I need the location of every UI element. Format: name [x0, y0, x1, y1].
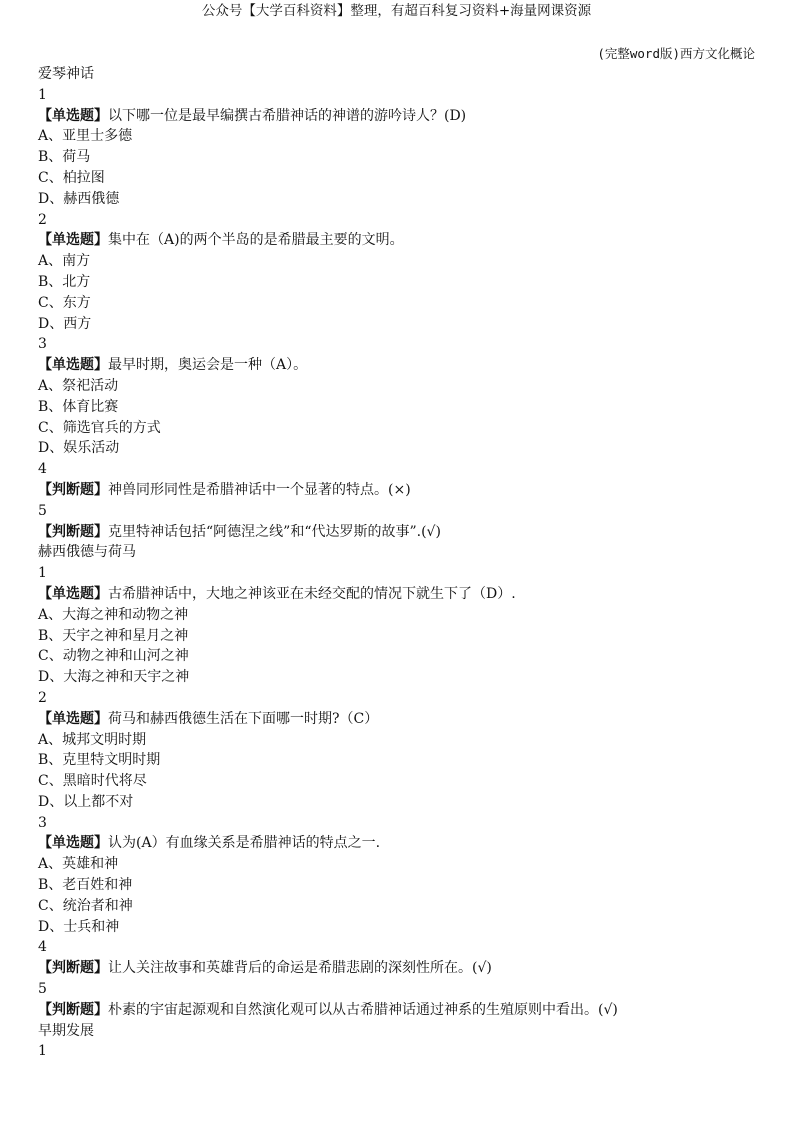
question-stem — [38, 958, 758, 979]
section-title: 赫西俄德与荷马 — [38, 544, 136, 561]
question-text: 让人关注故事和英雄背后的命运是希腊悲剧的深刻性所在。(√) — [108, 960, 492, 977]
question-type: 【单选题】 — [38, 835, 108, 852]
answer-option: D、以上都不对 — [38, 793, 134, 810]
question-number: 1 — [38, 1043, 47, 1060]
answer-option: B、体育比赛 — [38, 398, 119, 415]
question-number: 5 — [38, 981, 47, 998]
answer-option: C、黑暗时代将尽 — [38, 773, 147, 790]
answer-option: B、老百姓和神 — [38, 877, 133, 894]
question-type: 【判断题】 — [38, 523, 108, 540]
question-text: 集中在（A)的两个半岛的是希腊最主要的文明。 — [108, 232, 404, 249]
answer-option: A、祭祀活动 — [38, 377, 119, 394]
answer-option: C、东方 — [38, 294, 91, 311]
question-number: 5 — [38, 502, 47, 519]
answer-option: D、士兵和神 — [38, 918, 120, 935]
answer-option: D、大海之神和天宇之神 — [38, 669, 190, 686]
question-number: 3 — [38, 336, 47, 353]
question-stem — [38, 106, 758, 127]
answer-option: D、娱乐活动 — [38, 440, 120, 457]
question-stem — [38, 230, 758, 251]
question-number: 3 — [38, 814, 47, 831]
question-number: 4 — [38, 939, 47, 956]
question-number: 1 — [38, 86, 47, 103]
question-number: 2 — [38, 689, 47, 706]
question-type: 【单选题】 — [38, 107, 108, 124]
section-title: 爱琴神话 — [38, 66, 94, 82]
answer-option: A、大海之神和动物之神 — [38, 606, 189, 623]
question-stem — [38, 355, 758, 376]
question-text: 最早时期，奥运会是一种（A）。 — [108, 357, 308, 374]
question-text: 古希腊神话中，大地之神该亚在未经交配的情况下就生下了（D）. — [108, 585, 516, 602]
answer-option: A、英雄和神 — [38, 856, 119, 873]
question-stem — [38, 709, 758, 730]
question-text: 朴素的宇宙起源观和自然演化观可以从古希腊神话通过神系的生殖原则中看出。(√) — [108, 1001, 618, 1018]
question-type: 【判断题】 — [38, 1001, 108, 1018]
answer-option: B、克里特文明时期 — [38, 752, 161, 769]
question-number: 2 — [38, 211, 47, 228]
answer-option: C、动物之神和山河之神 — [38, 648, 189, 665]
question-text: 以下哪一位是最早编撰古希腊神话的神谱的游吟诗人？(D) — [108, 107, 467, 124]
answer-option: B、荷马 — [38, 149, 91, 166]
question-number: 4 — [38, 461, 47, 478]
answer-option: A、城邦文明时期 — [38, 731, 147, 748]
top-banner: 公众号【大学百科资料】整理，有超百科复习资料+海量网课资源 — [201, 3, 592, 19]
answer-option: C、柏拉图 — [38, 169, 105, 186]
answer-option: A、亚里士多德 — [38, 128, 133, 145]
document-body — [38, 64, 758, 1062]
question-stem — [38, 522, 758, 543]
section-title: 早期发展 — [38, 1022, 94, 1039]
answer-option: C、筛选官兵的方式 — [38, 419, 161, 436]
question-text: 认为(A）有血缘关系是希腊神话的特点之一. — [108, 835, 381, 852]
question-type: 【判断题】 — [38, 481, 108, 498]
question-text: 荷马和赫西俄德生活在下面哪一时期?（C） — [108, 710, 379, 727]
question-stem — [38, 833, 758, 854]
question-stem — [38, 480, 758, 501]
answer-option: D、西方 — [38, 315, 92, 332]
answer-option: D、赫西俄德 — [38, 190, 120, 207]
answer-option: A、南方 — [38, 253, 91, 270]
question-number: 1 — [38, 565, 47, 582]
answer-option: B、天宇之神和星月之神 — [38, 627, 189, 644]
question-stem — [38, 1000, 758, 1021]
question-text: 神兽同形同性是希腊神话中一个显著的特点。(×) — [108, 481, 411, 498]
question-type: 【单选题】 — [38, 710, 108, 727]
document-title: (完整word版)西方文化概论 — [597, 46, 755, 61]
question-stem — [38, 584, 758, 605]
question-type: 【判断题】 — [38, 960, 108, 977]
question-text: 克里特神话包括“阿德涅之线”和“代达罗斯的故事”.(√) — [108, 523, 441, 540]
answer-option: C、统治者和神 — [38, 897, 133, 914]
question-type: 【单选题】 — [38, 585, 108, 602]
question-type: 【单选题】 — [38, 357, 108, 374]
answer-option: B、北方 — [38, 273, 91, 290]
question-type: 【单选题】 — [38, 232, 108, 249]
